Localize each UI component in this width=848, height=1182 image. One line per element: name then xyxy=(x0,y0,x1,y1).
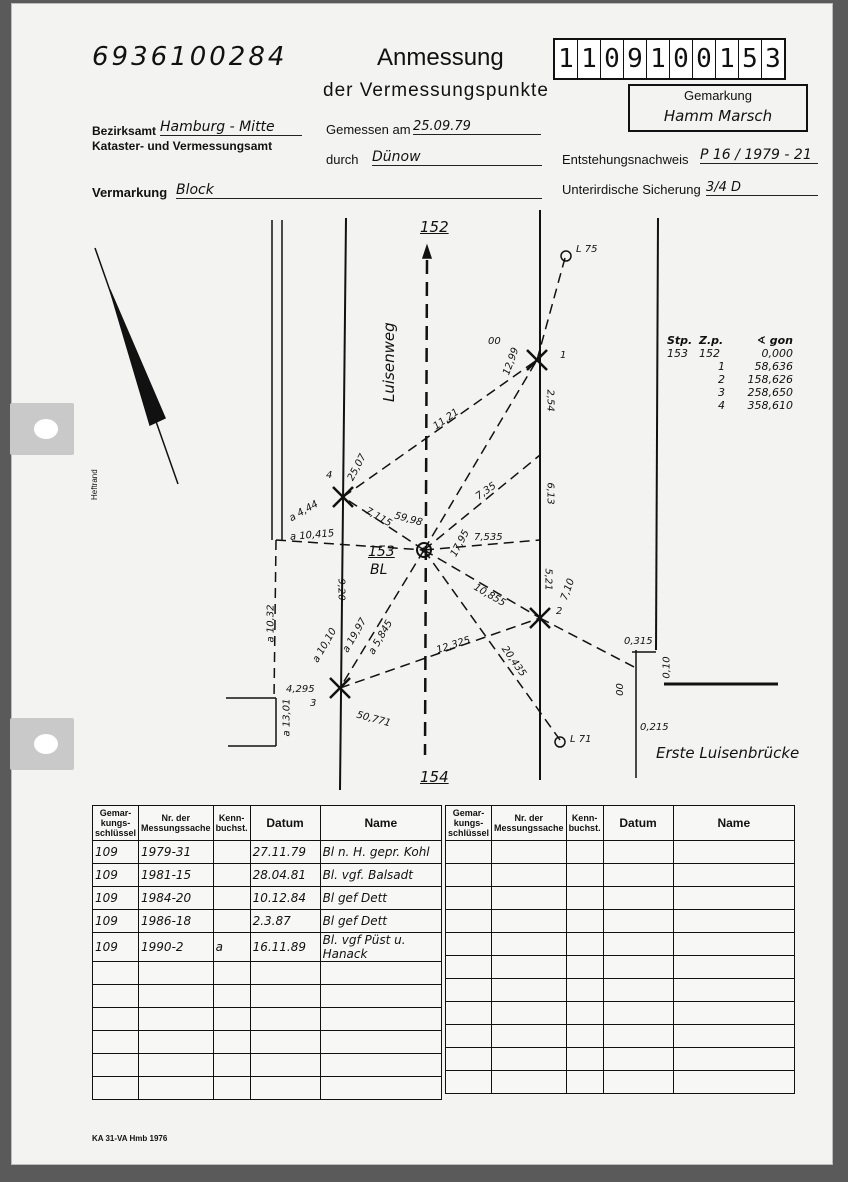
measure-label: 10,855 xyxy=(471,581,508,610)
table-row-empty xyxy=(446,1048,795,1071)
table-row-empty xyxy=(446,956,795,979)
table-cell: 109 xyxy=(93,910,139,933)
bridge-label: Erste Luisenbrücke xyxy=(656,744,800,762)
durch-value: Dünow xyxy=(372,149,542,166)
table-row-empty xyxy=(446,979,795,1002)
table-cell xyxy=(213,841,250,864)
table-cell: 28.04.81 xyxy=(250,864,320,887)
measure-label: a 10,32 xyxy=(265,604,277,643)
table-row xyxy=(93,910,442,933)
table-row-empty xyxy=(446,887,795,910)
gemarkung-value: Hamm Marsch xyxy=(663,107,773,125)
register-table-right xyxy=(445,805,795,1094)
table-cell: Bl n. H. gepr. Kohl xyxy=(320,841,441,864)
angle-header: Stp. xyxy=(667,334,693,347)
table-cell: Bl gef Dett xyxy=(320,887,441,910)
street-label: Luisenweg xyxy=(380,322,398,402)
measure-label: 59,98 xyxy=(393,510,424,529)
table-row xyxy=(93,841,442,864)
sicherung-value: 3/4 D xyxy=(706,180,818,196)
table-cell: 1981-15 xyxy=(139,864,214,887)
measure-label: a 10,415 xyxy=(289,528,335,543)
measure-label: 50,771 xyxy=(355,709,392,730)
vermarkung-label: Vermarkung xyxy=(92,185,168,200)
table-cell: 109 xyxy=(93,864,139,887)
table-cell: 10.12.84 xyxy=(250,887,320,910)
angle-header: ∢ gon xyxy=(756,334,793,347)
measure-label: 7,535 xyxy=(474,532,503,543)
table-row-empty xyxy=(446,910,795,933)
angle-cell: 1 xyxy=(718,360,725,373)
measure-label: a 19,97 xyxy=(340,616,370,655)
measure-label: 0,315 xyxy=(624,636,653,647)
point-label: 3 xyxy=(310,698,317,709)
angle-cell: 3 xyxy=(718,386,725,399)
table-cell: 27.11.79 xyxy=(250,841,320,864)
measure-label: 00 xyxy=(488,336,501,347)
col-header: Kenn-buchst. xyxy=(213,806,250,841)
bezirksamt-value: Hamburg - Mitte xyxy=(160,119,302,136)
table-cell xyxy=(213,887,250,910)
table-cell: Bl gef Dett xyxy=(320,910,441,933)
table-row-empty xyxy=(93,1031,442,1054)
table-cell: 109 xyxy=(93,841,139,864)
measure-label: 11,21 xyxy=(431,406,462,433)
measure-label: 17,95 xyxy=(448,528,472,559)
measure-label: 0,10 xyxy=(661,656,673,679)
col-header: Nr. der Messungssache xyxy=(139,806,214,841)
entstehung-value: P 16 / 1979 - 21 xyxy=(700,147,818,164)
col-header: Kenn-buchst. xyxy=(566,806,603,841)
north-arrow-icon xyxy=(110,290,165,425)
table-row xyxy=(93,933,442,962)
table-row-empty xyxy=(446,864,795,887)
point-label: 2 xyxy=(556,606,563,617)
measure-label: 7,35 xyxy=(473,480,499,503)
table-row-empty xyxy=(446,933,795,956)
table-cell: 1986-18 xyxy=(139,910,214,933)
measure-label: 7,10 xyxy=(559,577,578,602)
angle-cell: 58,636 xyxy=(754,360,793,373)
measure-label: a 13,01 xyxy=(281,698,293,737)
table-cell: 16.11.89 xyxy=(250,933,320,962)
id-digit: 1 xyxy=(646,40,669,78)
table-cell: 1979-31 xyxy=(139,841,214,864)
angle-cell xyxy=(667,373,691,386)
measure-label: 2,54 xyxy=(544,389,556,412)
table-cell: 109 xyxy=(93,933,139,962)
angle-cell: 0,000 xyxy=(761,347,793,360)
point-label: 1 xyxy=(560,350,567,361)
angle-cell: 4 xyxy=(718,399,725,412)
table-cell: 2.3.87 xyxy=(250,910,320,933)
table-row-empty xyxy=(93,1054,442,1077)
id-digit: 0 xyxy=(692,40,715,78)
table-row-empty xyxy=(93,1077,442,1100)
point-label: L 75 xyxy=(576,244,598,255)
durch-label: durch xyxy=(326,152,359,167)
table-cell xyxy=(213,910,250,933)
gemessen-value: 25.09.79 xyxy=(413,119,541,135)
center-code-label: BL xyxy=(370,562,388,578)
vermarkung-value: Block xyxy=(176,182,542,199)
table-row-empty xyxy=(93,985,442,1008)
angle-cell: 258,650 xyxy=(747,386,793,399)
measure-label: 5,21 xyxy=(542,568,554,591)
register-table-left xyxy=(92,805,442,1100)
col-header: Name xyxy=(673,806,794,841)
form-footer: KA 31-VA Hmb 1976 xyxy=(92,1134,168,1143)
id-digit: 5 xyxy=(738,40,761,78)
angle-cell: 358,610 xyxy=(747,399,793,412)
angle-cell xyxy=(667,360,691,373)
measure-label: a 4,44 xyxy=(287,498,321,525)
table-cell: 1984-20 xyxy=(139,887,214,910)
col-header: Gemar-kungs-schlüssel xyxy=(446,806,492,841)
angle-cell xyxy=(667,399,691,412)
id-digit: 1 xyxy=(715,40,738,78)
table-row xyxy=(93,887,442,910)
col-header: Nr. der Messungssache xyxy=(492,806,567,841)
bezirksamt-label: Bezirksamt xyxy=(92,124,157,138)
angle-cell: 153 xyxy=(667,347,688,360)
table-row-empty xyxy=(446,1071,795,1094)
id-digit: 0 xyxy=(600,40,623,78)
col-header: Datum xyxy=(603,806,673,841)
col-header: Name xyxy=(320,806,441,841)
table-cell: Bl. vgf. Balsadt xyxy=(320,864,441,887)
id-digit: 9 xyxy=(623,40,646,78)
gemarkung-label: Gemarkung xyxy=(684,88,752,103)
table-cell xyxy=(213,864,250,887)
sicherung-label: Unterirdische Sicherung xyxy=(562,182,701,197)
entstehung-label: Entstehungsnachweis xyxy=(562,152,689,167)
point-154-label: 154 xyxy=(420,768,449,786)
measure-label: 12,99 xyxy=(501,346,522,377)
measure-label: a 5,845 xyxy=(366,618,396,657)
angle-cell: 152 xyxy=(699,347,720,360)
table-row-empty xyxy=(93,1008,442,1031)
form-title: Anmessung xyxy=(377,44,504,71)
id-digit: 1 xyxy=(577,40,600,78)
measure-label: a 10,10 xyxy=(310,626,340,665)
id-digit: 0 xyxy=(669,40,692,78)
angle-table xyxy=(667,334,793,412)
measure-label: 20,435 xyxy=(498,644,529,679)
id-digit: 3 xyxy=(761,40,784,78)
measure-label: 00 xyxy=(612,683,624,696)
registration-number: 6936100284 xyxy=(92,42,288,72)
amt-label: Kataster- und Vermessungsamt xyxy=(92,139,273,153)
angle-cell: 158,626 xyxy=(747,373,793,386)
point-label: L 71 xyxy=(570,734,592,745)
col-header: Datum xyxy=(250,806,320,841)
table-row-empty xyxy=(446,1002,795,1025)
point-152-label: 152 xyxy=(420,218,449,236)
measure-label: 6,13 xyxy=(544,482,556,505)
col-header: Gemar-kungs-schlüssel xyxy=(93,806,139,841)
table-cell: 109 xyxy=(93,887,139,910)
table-row-empty xyxy=(446,841,795,864)
table-cell: Bl. vgf Püst u. Hanack xyxy=(320,933,441,962)
point-label: 4 xyxy=(326,470,333,481)
table-row xyxy=(93,864,442,887)
angle-cell: 2 xyxy=(718,373,725,386)
table-cell: 1990-2 xyxy=(139,933,214,962)
measure-label: 4,295 xyxy=(286,684,315,695)
table-row-empty xyxy=(93,962,442,985)
angle-header: Z.p. xyxy=(699,334,724,347)
table-row-empty xyxy=(446,1025,795,1048)
id-digit: 1 xyxy=(558,44,574,74)
table-cell: a xyxy=(213,933,250,962)
measure-label: 25,07 xyxy=(345,452,369,483)
angle-cell xyxy=(667,386,691,399)
measure-label: 0,215 xyxy=(640,722,669,733)
measure-label: 7,115 xyxy=(363,505,394,530)
heftrand-label: Heftrand xyxy=(90,469,99,500)
measure-label: 12,325 xyxy=(435,634,472,657)
gemessen-label: Gemessen am xyxy=(326,122,411,137)
measure-label: 9,20 xyxy=(335,578,347,601)
form-subtitle: der Vermessungspunkte xyxy=(323,80,549,101)
center-point-label: 153 xyxy=(368,544,395,560)
